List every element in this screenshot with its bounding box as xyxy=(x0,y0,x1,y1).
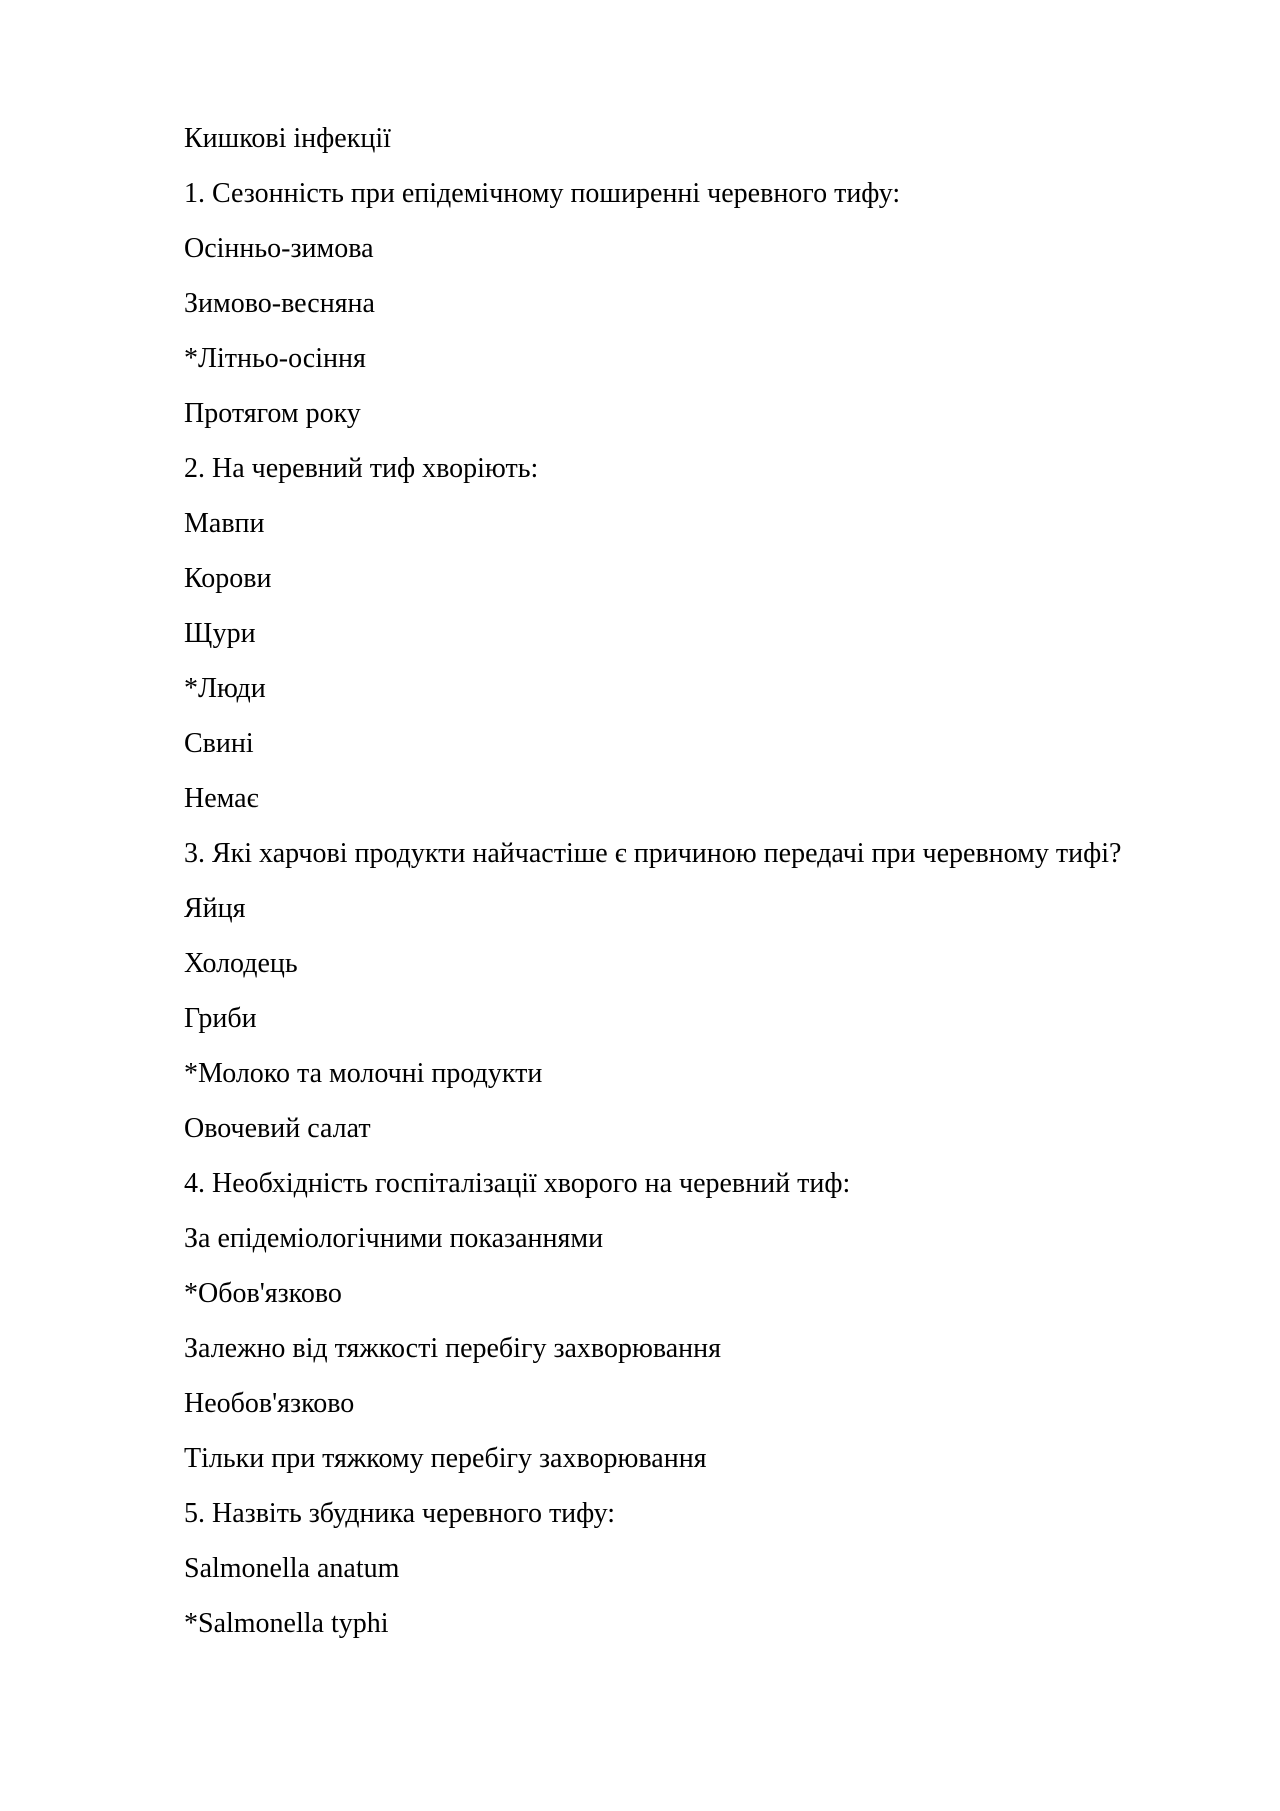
question-3: 3. Які харчові продукти найчастіше є причиною передачі при черевному тифі? xyxy=(184,838,1122,869)
question-5: 5. Назвіть збудника черевного тифу: xyxy=(184,1498,616,1529)
answer-option: Salmonella anatum xyxy=(184,1553,400,1584)
question-1: 1. Сезонність при епідемічному поширенні черевного тифу: xyxy=(184,178,901,209)
answer-option: Гриби xyxy=(184,1003,257,1034)
answer-option: Овочевий салат xyxy=(184,1113,371,1144)
answer-option: Необов'язково xyxy=(184,1388,355,1419)
question-4: 4. Необхідність госпіталізації хворого на черевний тиф: xyxy=(184,1168,851,1199)
answer-option-correct: *Люди xyxy=(184,673,266,704)
answer-option: Протягом року xyxy=(184,398,361,429)
document-body xyxy=(184,120,1124,1660)
answer-option-correct: *Літньо-осіння xyxy=(184,343,366,374)
answer-option: Зимово-весняна xyxy=(184,288,375,319)
answer-option-correct: *Молоко та молочні продукти xyxy=(184,1058,543,1089)
answer-option-correct: *Обов'язково xyxy=(184,1278,342,1309)
answer-option: Осінньо-зимова xyxy=(184,233,374,264)
answer-option: Тільки при тяжкому перебігу захворювання xyxy=(184,1443,707,1474)
answer-option: Холодець xyxy=(184,948,298,979)
document-title: Кишкові інфекції xyxy=(184,123,391,154)
answer-option: Яйця xyxy=(184,893,246,924)
answer-option: Корови xyxy=(184,563,272,594)
answer-option: Щури xyxy=(184,618,256,649)
answer-option: Мавпи xyxy=(184,508,265,539)
answer-option: Немає xyxy=(184,783,259,814)
answer-option-correct: *Salmonella typhi xyxy=(184,1608,389,1639)
answer-option: Залежно від тяжкості перебігу захворювання xyxy=(184,1333,722,1364)
question-2: 2. На черевний тиф хворіють: xyxy=(184,453,539,484)
answer-option: За епідеміологічними показаннями xyxy=(184,1223,604,1254)
answer-option: Свині xyxy=(184,728,254,759)
